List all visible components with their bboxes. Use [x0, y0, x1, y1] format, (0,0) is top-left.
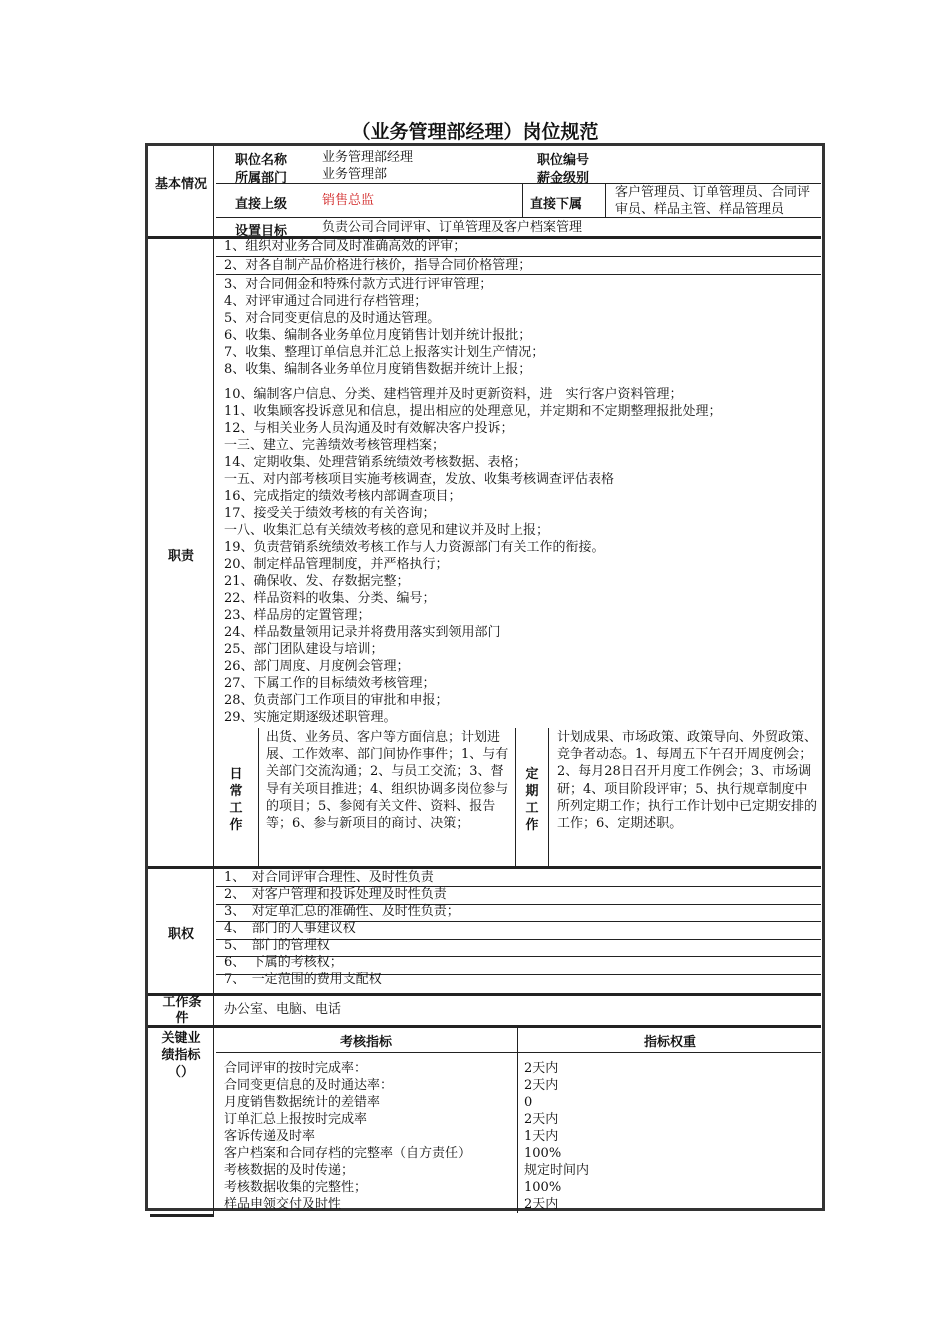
- kpi-weight: 2天内: [524, 1112, 559, 1127]
- kpi-weight: 100%: [524, 1180, 562, 1195]
- job-no-label: 职位编号: [537, 153, 590, 168]
- duty-item: 4、对评审通过合同进行存档管理；: [224, 294, 428, 309]
- authority-item: 2、 对客户管理和投诉处理及时性负责: [224, 887, 447, 902]
- authority-line: [216, 904, 821, 905]
- section-line-kpi: [148, 1025, 821, 1028]
- authority-item: 4、 部门的人事建议权: [224, 921, 356, 936]
- duty-item: 20、制定样品管理制度，并严格执行；: [224, 557, 449, 572]
- duty-item: 6、收集、编制各业务单位月度销售计划并统计报批；: [224, 328, 532, 343]
- daily-divider: [258, 728, 259, 866]
- page-title: （业务管理部经理）岗位规范: [351, 121, 599, 143]
- bottom-rule: [150, 1214, 214, 1217]
- basic-row-line-2: [216, 217, 821, 218]
- duty-list-b: [224, 386, 722, 726]
- kpi-indicator: 合同变更信息的及时通达率：: [224, 1078, 394, 1093]
- section-kpi-label: 关键业绩指标（）: [161, 1031, 201, 1080]
- subordinate-label: 直接下属: [530, 197, 583, 212]
- duty-item: 23、样品房的定置管理；: [224, 608, 371, 623]
- daily-work-label: 日常工作: [229, 767, 243, 833]
- duty-item: 3、对合同佣金和特殊付款方式进行评审管理；: [224, 277, 493, 292]
- kpi-header-line: [216, 1052, 821, 1053]
- job-name-value: 业务管理部经理: [322, 150, 414, 165]
- kpi-weight: 2天内: [524, 1197, 559, 1212]
- section-duties-label: 职责: [167, 549, 194, 564]
- authority-item: 3、 对定单汇总的准确性、及时性负责；: [224, 904, 460, 919]
- duty-item: 10、编制客户信息、分类、建档管理并及时更新资料，进 实行客户资料管理；: [224, 387, 683, 402]
- kpi-indicator: 客户档案和合同存档的完整率（自方责任）: [224, 1146, 472, 1161]
- section-authority-label: 职权: [167, 927, 194, 942]
- periodic-work-text: 计划成果、市场政策、政策导向、外贸政策、竞争者动态。1、每周五下午召开周度例会；2、每月28日召开月度工作例会；3、市场调研；4、项目阶段评审；5、执行规章制度中所列定期工作；执行工作计划中已定期安排的工作；6、定期述职。: [557, 730, 818, 832]
- duty-line-2: [216, 274, 821, 275]
- kpi-weight: 1天内: [524, 1129, 559, 1144]
- duty-item: 29、实施定期逐级述职管理。: [224, 710, 397, 725]
- authority-line: [216, 939, 821, 940]
- kpi-indicator: 考核数据收集的完整性；: [224, 1180, 368, 1195]
- basic-col-line-1: [522, 183, 523, 217]
- section-conditions-label: 工作条件: [162, 995, 202, 1026]
- duty-item: 1、组织对业务合同及时准确高效的评审；: [224, 239, 467, 254]
- kpi-indicator: 客诉传递及时率: [224, 1129, 316, 1144]
- kpi-weight: 2天内: [524, 1061, 559, 1076]
- duty-item: 19、负责营销系统绩效考核工作与人力资源部门有关工作的衔接。: [224, 540, 605, 555]
- authority-item: 7、 一定范围的费用支配权: [224, 972, 382, 987]
- duty-item: 21、确保收、发、存数据完整；: [224, 574, 410, 589]
- authority-line: [216, 974, 821, 975]
- duty-item: 2、对各自制产品价格进行核价，指导合同价格管理；: [224, 258, 532, 273]
- duty-item: 17、接受关于绩效考核的有关咨询；: [224, 506, 436, 521]
- duty-item: 24、样品数量领用记录并将费用落实到领用部门: [224, 625, 501, 640]
- duty-item: 5、对合同变更信息的及时通达管理。: [224, 311, 441, 326]
- authority-item: 1、 对合同评审合理性、及时性负责: [224, 870, 434, 885]
- duty-item: 16、完成指定的绩效考核内部调查项目；: [224, 489, 462, 504]
- duty-item: 12、与相关业务人员沟通及时有效解决客户投诉；: [224, 421, 514, 436]
- duty-item: 一八、收集汇总有关绩效考核的意见和建议并及时上报；: [224, 523, 550, 538]
- kpi-col-header-weight: 指标权重: [643, 1035, 696, 1050]
- goal-value: 负责公司合同评审、订单管理及客户档案管理: [322, 220, 583, 235]
- kpi-indicator: 考核数据的及时传递；: [224, 1163, 355, 1178]
- authority-line: [216, 921, 821, 922]
- authority-item: 6、 下属的考核权；: [224, 955, 343, 970]
- duty-item: 26、部门周度、月度例会管理；: [224, 659, 410, 674]
- section-divider: [213, 146, 214, 1216]
- duty-item: 25、部门团队建设与培训；: [224, 642, 384, 657]
- periodic-work-label: 定期工作: [525, 767, 539, 833]
- kpi-indicator: 样品申领交付及时性: [224, 1197, 342, 1212]
- subordinate-value: 客户管理员、订单管理员、合同评审员、样品主管、样品管理员: [615, 185, 811, 217]
- kpi-weight: 0: [524, 1095, 533, 1110]
- kpi-indicator: 月度销售数据统计的差错率: [224, 1095, 381, 1110]
- section-basic-label: 基本情况: [154, 177, 207, 192]
- duty-item: 一三、建立、完善绩效考核管理档案；: [224, 438, 446, 453]
- dept-label: 所属部门: [235, 171, 288, 186]
- duty-item: 22、样品资料的收集、分类、编号；: [224, 591, 436, 606]
- daily-work-text: 出货、业务员、客户等方面信息；计划进展、工作效率、部门间协作事件；1、与有关部门交流沟通；2、与员工交流；3、督导有关项目推进；4、组织协调多岗位参与的项目；5、参阅有关文件、资料、报告等；6、参与新项目的商讨、决策；: [266, 730, 509, 832]
- duty-item: 11、收集顾客投诉意见和信息，提出相应的处理意见，并定期和不定期整理报批处理；: [224, 404, 722, 419]
- basic-col-line-2: [605, 183, 606, 217]
- kpi-weight: 100%: [524, 1146, 562, 1161]
- duty-item: 28、负责部门工作项目的审批和申报；: [224, 693, 449, 708]
- section-line-conditions: [148, 993, 821, 996]
- duty-item: 一五、对内部考核项目实施考核调查，发放、收集考核调查评估表格: [224, 472, 615, 487]
- conditions-text: 办公室、电脑、电话: [224, 1002, 342, 1017]
- duty-list-a: [224, 276, 544, 378]
- goal-label: 设置目标: [235, 224, 288, 239]
- salary-label: 薪金级别: [537, 171, 590, 186]
- kpi-col-header-indicator: 考核指标: [339, 1035, 392, 1050]
- superior-value: 销售总监: [322, 193, 375, 208]
- kpi-indicator: 订单汇总上报按时完成率: [224, 1112, 368, 1127]
- duty-item: 7、收集、整理订单信息并汇总上报落实计划生产情况；: [224, 345, 545, 360]
- duty-item: 27、下属工作的目标绩效考核管理；: [224, 676, 436, 691]
- work-divider: [515, 728, 516, 866]
- kpi-weight-list: [524, 1060, 589, 1213]
- authority-line: [216, 886, 821, 887]
- job-name-label: 职位名称: [235, 153, 288, 168]
- duty-item: 8、收集、编制各业务单位月度销售数据并统计上报；: [224, 362, 532, 377]
- dept-value: 业务管理部: [322, 167, 388, 182]
- authority-item: 5、 部门的管理权: [224, 938, 330, 953]
- duty-item: 14、定期收集、处理营销系统绩效考核数据、表格；: [224, 455, 527, 470]
- kpi-col-divider: [517, 1027, 518, 1213]
- kpi-weight: 2天内: [524, 1078, 559, 1093]
- periodic-divider: [548, 728, 549, 866]
- authority-line: [216, 956, 821, 957]
- superior-label: 直接上级: [235, 197, 288, 212]
- kpi-indicator-list: [224, 1060, 471, 1213]
- kpi-weight: 规定时间内: [524, 1163, 590, 1178]
- kpi-indicator: 合同评审的按时完成率：: [224, 1061, 368, 1076]
